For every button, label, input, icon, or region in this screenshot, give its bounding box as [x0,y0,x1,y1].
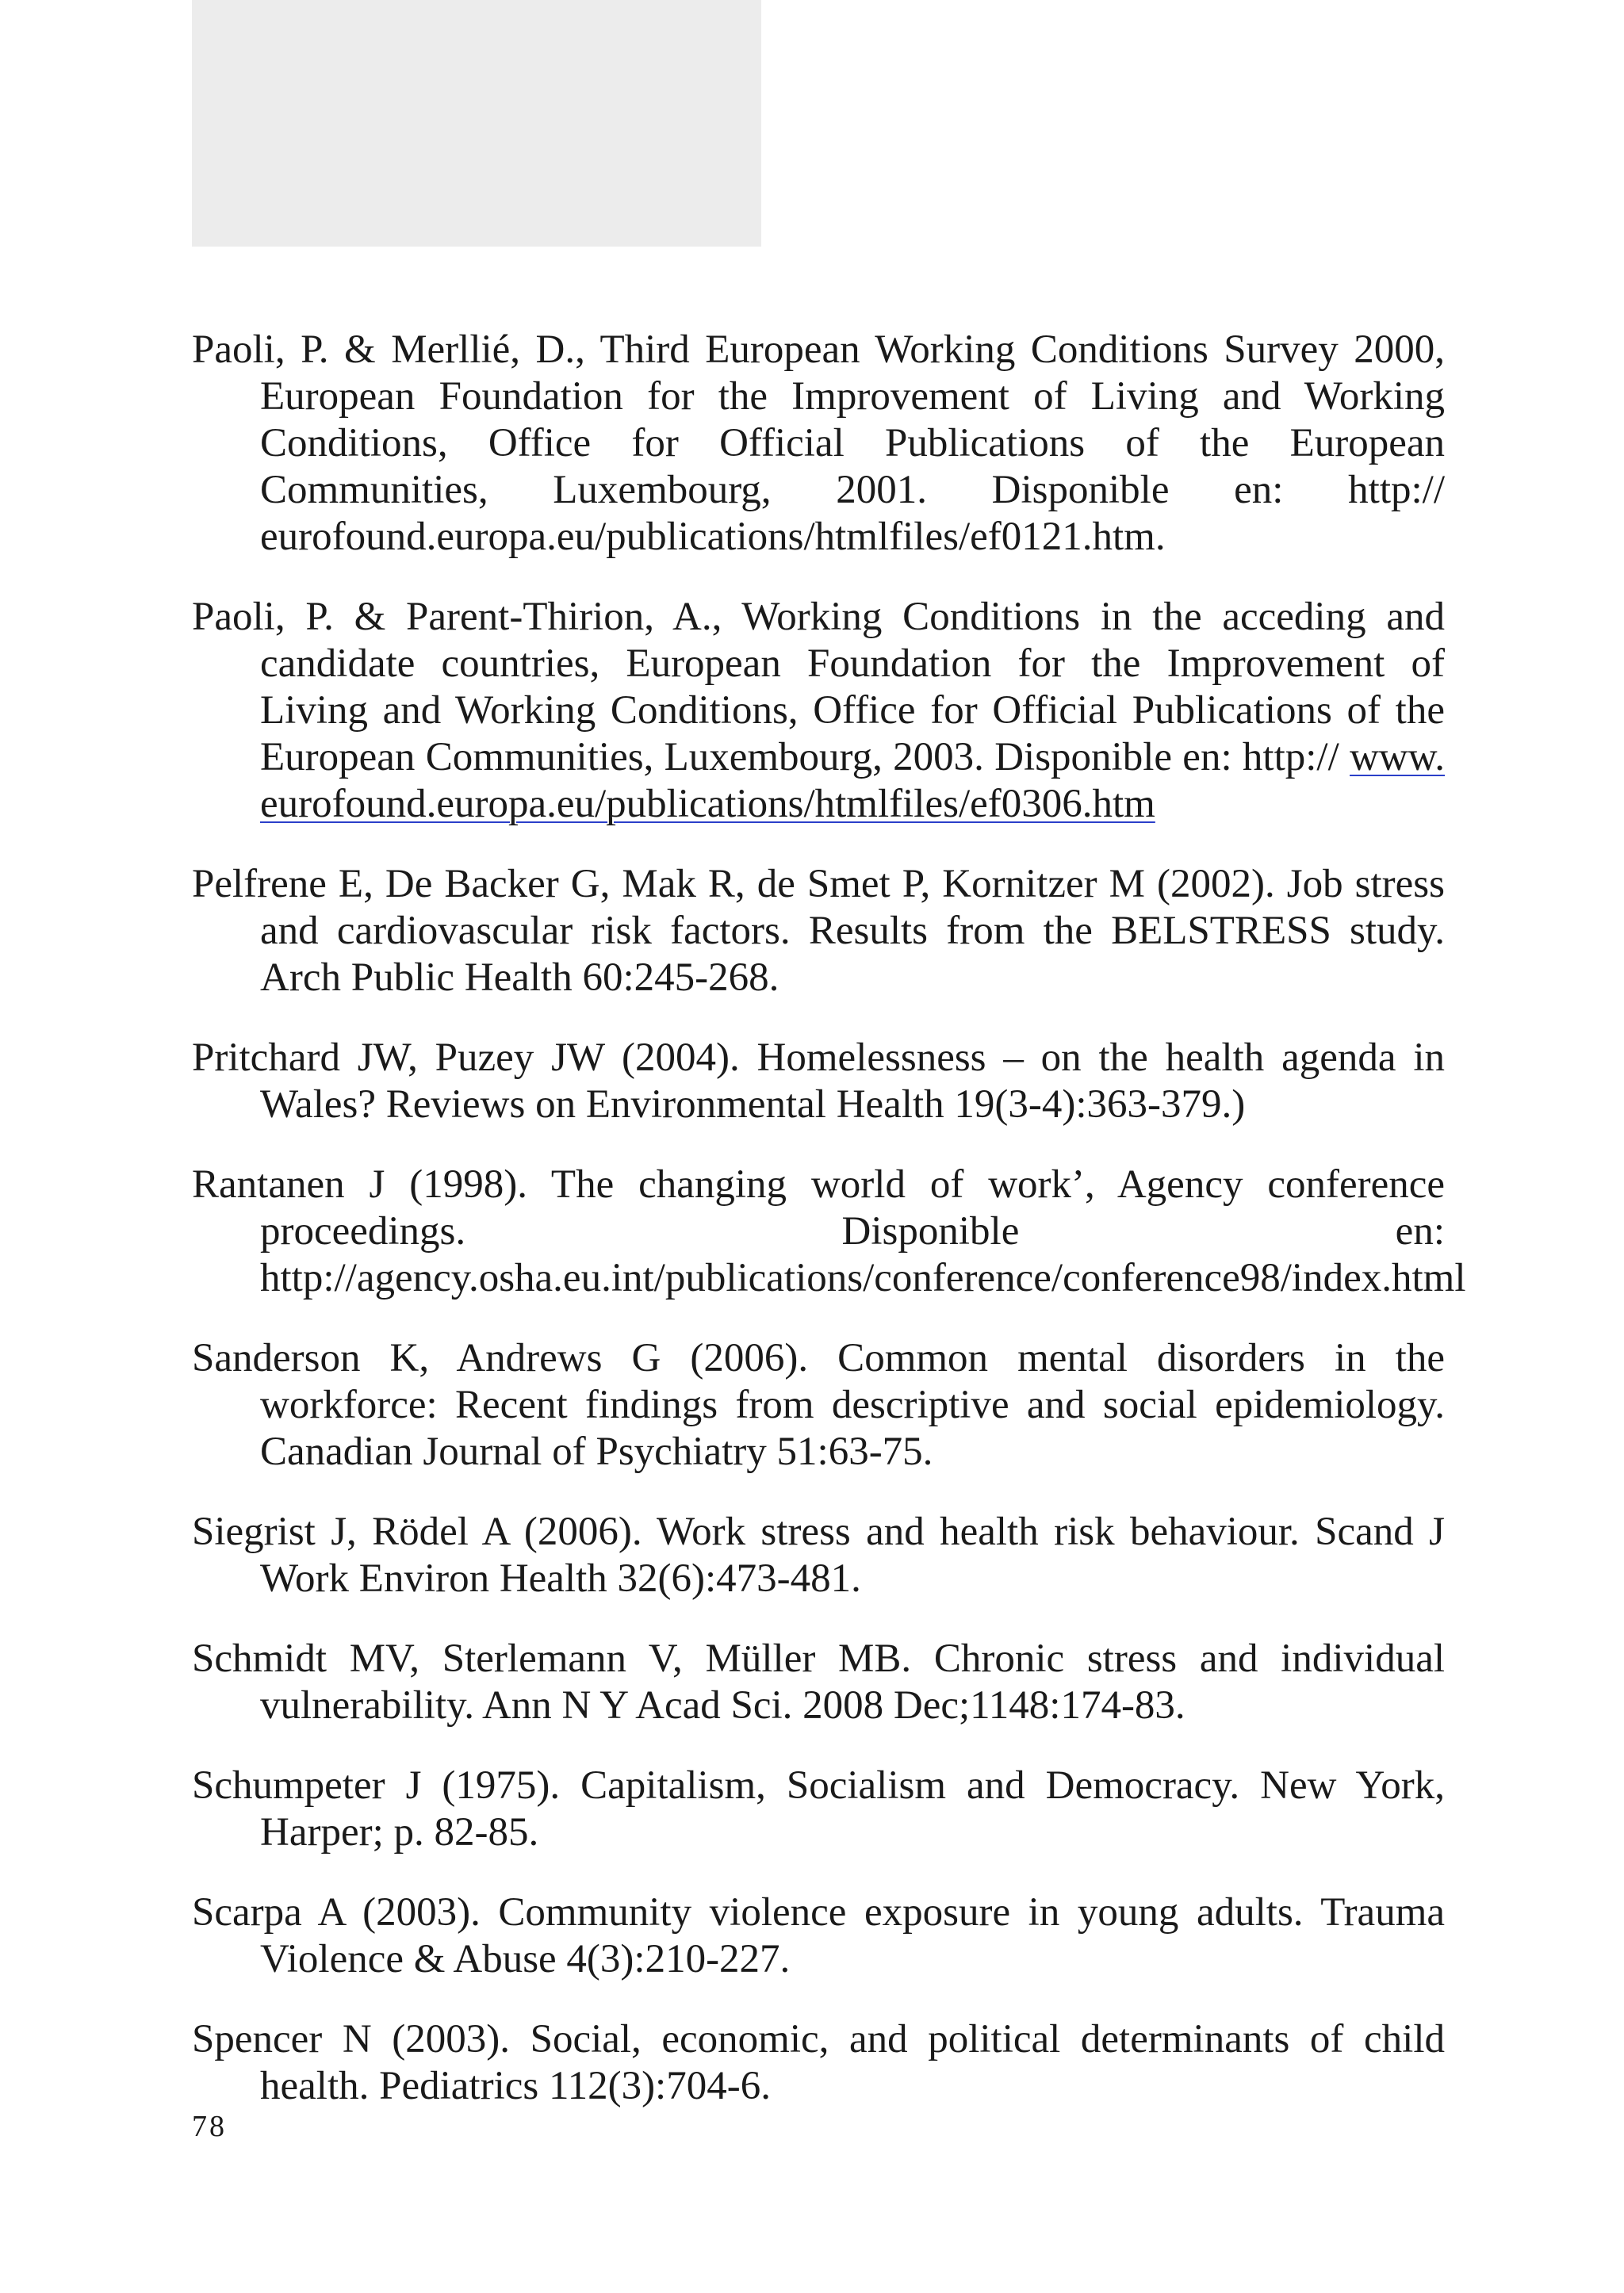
reference-item [192,1335,1445,1476]
reference-text: Scarpa A (2003). Community violence exposure in young adults. Trauma Violence & Abuse 4(3):210-227. [192,1890,1445,1981]
reference-item [192,1162,1466,1302]
reference-item [192,594,1445,828]
page-number: 78 [192,2110,227,2143]
reference-text: Siegrist J, Rödel A (2006). Work stress and health risk behaviour. Scand J Work Environ Health 32(6):473-481. [192,1510,1445,1601]
reference-item [192,1889,1445,1983]
reference-list [192,327,1466,2143]
reference-item [192,1636,1445,1729]
reference-item [192,1763,1445,1856]
header-gray-block [192,0,761,247]
reference-text: Schumpeter J (1975). Capitalism, Socialism and Democracy. New York, Harper; p. 82-85. [192,1763,1445,1855]
reference-item [192,1509,1445,1602]
reference-item [192,2016,1445,2110]
reference-text: Sanderson K, Andrews G (2006). Common mental disorders in the workforce: Recent findings from descriptive and social epidemiology. Canadian Journal of Psychiatry 51:63-75. [192,1336,1445,1474]
reference-item [192,861,1445,1001]
reference-text: Pelfrene E, De Backer G, Mak R, de Smet P, Kornitzer M (2002). Job stress and cardiovascular risk factors. Results from the BELSTRESS study. Arch Public Health 60:245-268. [192,862,1445,1000]
reference-link[interactable]: www.eurofound.europa.eu/publications/htmlfiles/ef0306.htm [260,735,1445,826]
reference-text: Paoli, P. & Parent-Thirion, A., Working Conditions in the acceding and candidate countries, European Foundation for the Improvement of Living and Working Conditions, Office for Official Publications of the European Communities, Luxembourg, 2003. Disponible en: http:// [192,595,1445,779]
reference-text: Schmidt MV, Sterlemann V, Müller MB. Chronic stress and individual vulnerability. Ann N Y Acad Sci. 2008 Dec;1148:174-83. [192,1636,1445,1728]
reference-text: Pritchard JW, Puzey JW (2004). Homelessness – on the health agenda in Wales? Reviews on Environmental Health 19(3-4):363-379.) [192,1035,1445,1127]
reference-item [192,1035,1445,1128]
reference-item [192,327,1445,561]
reference-text: Paoli, P. & Merllié, D., Third European Working Conditions Survey 2000, European Foundation for the Improvement of Living and Working Conditions, Office for Official Publications of the European Communities, Luxembourg, 2001. Disponible en: http:// eurofound.europa.eu/publications/htmlfiles/ef0121.htm. [192,327,1445,559]
reference-text: Spencer N (2003). Social, economic, and political determinants of child health. Pediatrics 112(3):704-6. [192,2017,1445,2108]
reference-text: Rantanen J (1998). The changing world of work’, Agency conference proceedings. Disponible en: http://agency.osha.eu.int/publications/conference/conference98/index.html [192,1162,1466,1300]
